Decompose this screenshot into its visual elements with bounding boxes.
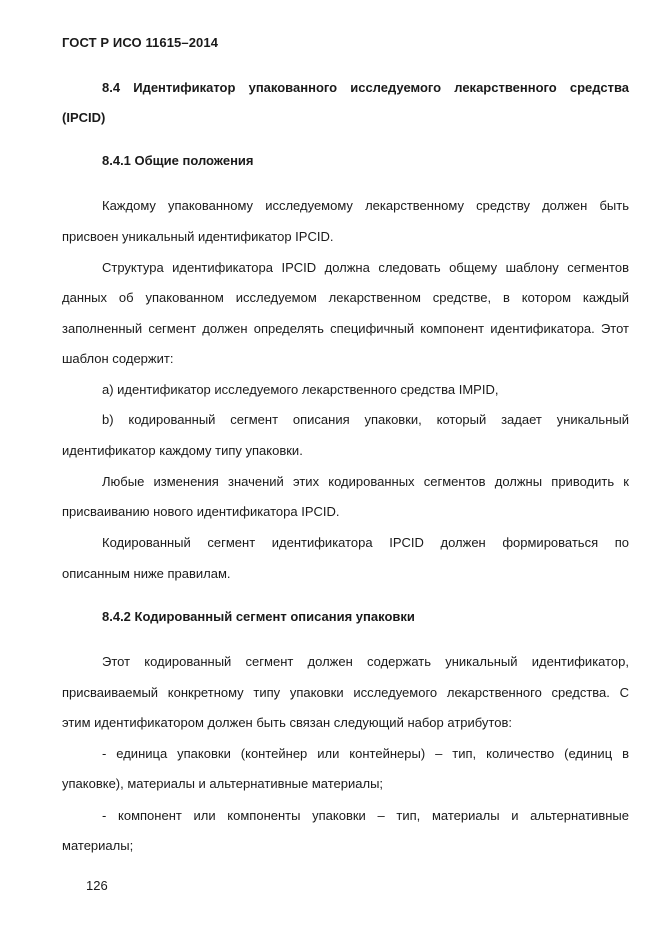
paragraph-line: Структура идентификатора IPCID должна следовать общему шаблону сегментов <box>102 260 629 275</box>
dash-item-2: - компонент или компоненты упаковки – тип, материалы и альтернативные <box>102 808 629 823</box>
paragraph-line: присваиванию нового идентификатора IPCID. <box>62 504 340 519</box>
section-8-4-heading-line1: 8.4 Идентификатор упакованного исследуемого лекарственного средства <box>102 80 629 95</box>
paragraph-line: Кодированный сегмент идентификатора IPCID должен формироваться по <box>102 535 629 550</box>
paragraph-line: описанным ниже правилам. <box>62 566 231 581</box>
section-8-4-2-heading: 8.4.2 Кодированный сегмент описания упаковки <box>102 609 415 624</box>
list-item-b: b) кодированный сегмент описания упаковки, который задает уникальный <box>102 412 629 427</box>
list-item-b-continuation: идентификатор каждому типу упаковки. <box>62 443 303 458</box>
paragraph-line: присвоен уникальный идентификатор IPCID. <box>62 229 334 244</box>
dash-item-1: - единица упаковки (контейнер или контейнеры) – тип, количество (единиц в <box>102 746 629 761</box>
paragraph-line: этим идентификатором должен быть связан следующий набор атрибутов: <box>62 715 512 730</box>
page-number: 126 <box>86 878 108 893</box>
dash-item-1-continuation: упаковке), материалы и альтернативные материалы; <box>62 776 384 791</box>
document-header: ГОСТ Р ИСО 11615–2014 <box>62 35 219 50</box>
paragraph-line: шаблон содержит: <box>62 351 174 366</box>
paragraph-line: Любые изменения значений этих кодированных сегментов должны приводить к <box>102 474 629 489</box>
list-item-a: a) идентификатор исследуемого лекарственного средства IMPID, <box>102 382 499 397</box>
paragraph-line: данных об упакованном исследуемом лекарственном средстве, в котором каждый <box>62 290 629 305</box>
paragraph-line: заполненный сегмент должен определять специфичный компонент идентификатора. Этот <box>62 321 629 336</box>
section-8-4-1-heading: 8.4.1 Общие положения <box>102 153 254 168</box>
paragraph-line: присваиваемый конкретному типу упаковки исследуемого лекарственного средства. С <box>62 685 629 700</box>
dash-item-2-continuation: материалы; <box>62 838 134 853</box>
section-8-4-heading-line2: (IPCID) <box>62 110 106 125</box>
paragraph-line: Каждому упакованному исследуемому лекарственному средству должен быть <box>102 198 629 213</box>
paragraph-line: Этот кодированный сегмент должен содержать уникальный идентификатор, <box>102 654 629 669</box>
